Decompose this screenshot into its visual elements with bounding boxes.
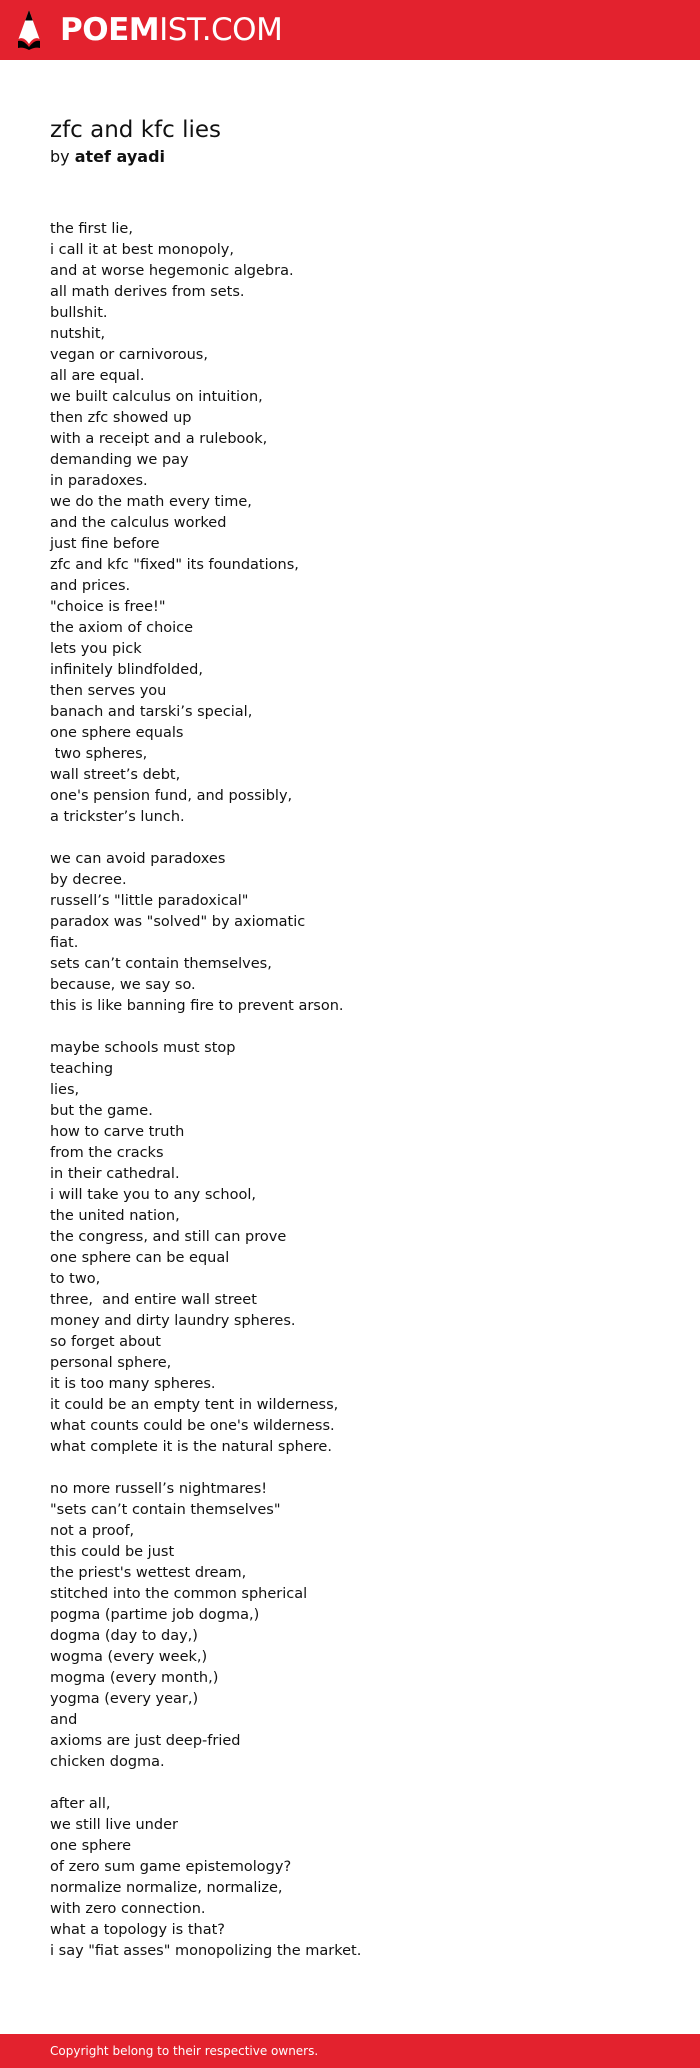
poem-line: then zfc showed up	[50, 410, 192, 426]
poem-line: i call it at best monopoly,	[50, 242, 234, 258]
poem-line: to two,	[50, 1271, 101, 1287]
site-header	[0, 0, 700, 60]
poem-line: mogma (every month,)	[50, 1670, 219, 1686]
poem-line: this is like banning fire to prevent arson.	[50, 998, 344, 1014]
poem-line: the priest's wettest dream,	[50, 1565, 247, 1581]
poem-line: the united nation,	[50, 1208, 180, 1224]
poem-line: one sphere can be equal	[50, 1250, 230, 1266]
poem-line: of zero sum game epistemology?	[50, 1859, 292, 1875]
poem-line: wogma (every week,)	[50, 1649, 208, 1665]
poem-line: with a receipt and a rulebook,	[50, 431, 268, 447]
poem-line: we built calculus on intuition,	[50, 389, 263, 405]
author-name: atef ayadi	[74, 147, 166, 166]
poem-line: after all,	[50, 1796, 111, 1812]
poem-title: zfc and kfc lies	[50, 117, 221, 143]
poem-line: vegan or carnivorous,	[50, 347, 208, 363]
poem-line: "choice is free!"	[50, 599, 166, 615]
poem-line: it is too many spheres.	[50, 1376, 216, 1392]
poem-line: zfc and kfc "fixed" its foundations,	[50, 557, 299, 573]
poem-line: one sphere equals	[50, 725, 184, 741]
poem-line: three, and entire wall street	[50, 1292, 257, 1308]
brand-wordmark-bold: POEM	[60, 11, 160, 48]
poem-line: one sphere	[50, 1838, 132, 1854]
poem-line: normalize normalize, normalize,	[50, 1880, 283, 1896]
poem-line: yogma (every year,)	[50, 1691, 199, 1707]
poem-line: pogma (partime job dogma,)	[50, 1607, 260, 1623]
poem-line: axioms are just deep-fried	[50, 1733, 241, 1749]
poem-line: personal sphere,	[50, 1355, 172, 1371]
poem-line: two spheres,	[50, 746, 148, 762]
poem-line: money and dirty laundry spheres.	[50, 1313, 296, 1329]
poem-line: infinitely blindfolded,	[50, 662, 203, 678]
poem-line: paradox was "solved" by axiomatic	[50, 914, 306, 930]
poem-line	[50, 1017, 650, 1038]
site-logo-link[interactable]	[16, 10, 282, 50]
poem-line: in paradoxes.	[50, 473, 148, 489]
poem-line: we can avoid paradoxes	[50, 851, 226, 867]
poem-line: but the game.	[50, 1103, 153, 1119]
poem-line: all math derives from sets.	[50, 284, 245, 300]
byline-label: by	[50, 147, 70, 166]
poem-line	[50, 1458, 650, 1479]
poem-line: in their cathedral.	[50, 1166, 180, 1182]
copyright-text: Copyright belong to their respective owners.	[50, 2044, 319, 2058]
poem-line: sets can’t contain themselves,	[50, 956, 272, 972]
poem-line: fiat.	[50, 935, 79, 951]
poem-line: and the calculus worked	[50, 515, 227, 531]
poem-line: one's pension fund, and possibly,	[50, 788, 293, 804]
poem-line: i will take you to any school,	[50, 1187, 256, 1203]
poem-line: "sets can’t contain themselves"	[50, 1502, 281, 1518]
poem-line: teaching	[50, 1061, 114, 1077]
poem-line: russell’s "little paradoxical"	[50, 893, 249, 909]
poem-line: lies,	[50, 1082, 80, 1098]
poem-line: so forget about	[50, 1334, 161, 1350]
poem-line: banach and tarski’s special,	[50, 704, 253, 720]
poem-line: no more russell’s nightmares!	[50, 1481, 268, 1497]
poem-line: the axiom of choice	[50, 620, 194, 636]
poem-line: just fine before	[50, 536, 160, 552]
poem-line: by decree.	[50, 872, 127, 888]
poem-line: then serves you	[50, 683, 167, 699]
poem-byline	[50, 146, 650, 167]
poem-line: what a topology is that?	[50, 1922, 225, 1938]
poem-line: chicken dogma.	[50, 1754, 165, 1770]
poem-line: we still live under	[50, 1817, 178, 1833]
site-footer	[0, 2034, 700, 2068]
poem-line: a trickster’s lunch.	[50, 809, 185, 825]
poem-line: because, we say so.	[50, 977, 196, 993]
poem-line: and at worse hegemonic algebra.	[50, 263, 294, 279]
poem-line: bullshit.	[50, 305, 108, 321]
poem-line: stitched into the common spherical	[50, 1586, 308, 1602]
poem-line: from the cracks	[50, 1145, 164, 1161]
poem-line: this could be just	[50, 1544, 175, 1560]
poem-line: we do the math every time,	[50, 494, 252, 510]
poem-line: and prices.	[50, 578, 131, 594]
poem-body	[50, 219, 650, 1962]
poem-line: not a proof,	[50, 1523, 135, 1539]
poem-line: nutshit,	[50, 326, 106, 342]
poem-line: dogma (day to day,)	[50, 1628, 198, 1644]
poem-line: wall street’s debt,	[50, 767, 181, 783]
poem-line: the congress, and still can prove	[50, 1229, 287, 1245]
brand-wordmark-light: IST.COM	[159, 11, 283, 48]
poem-line: the first lie,	[50, 221, 133, 237]
brand-wordmark	[60, 11, 283, 48]
poem-header	[50, 116, 650, 167]
poem-line	[50, 1773, 650, 1794]
poem-line: all are equal.	[50, 368, 145, 384]
pencil-icon	[16, 10, 42, 50]
poem-line: i say "fiat asses" monopolizing the market.	[50, 1943, 362, 1959]
poem-line	[50, 828, 650, 849]
poem-line: what complete it is the natural sphere.	[50, 1439, 332, 1455]
poem-line: maybe schools must stop	[50, 1040, 236, 1056]
poem-line: how to carve truth	[50, 1124, 185, 1140]
poem-line: what counts could be one's wilderness.	[50, 1418, 335, 1434]
poem-line: lets you pick	[50, 641, 142, 657]
poem-line: and	[50, 1712, 78, 1728]
poem-line: it could be an empty tent in wilderness,	[50, 1397, 339, 1413]
poem-line: with zero connection.	[50, 1901, 206, 1917]
poem-line: demanding we pay	[50, 452, 189, 468]
